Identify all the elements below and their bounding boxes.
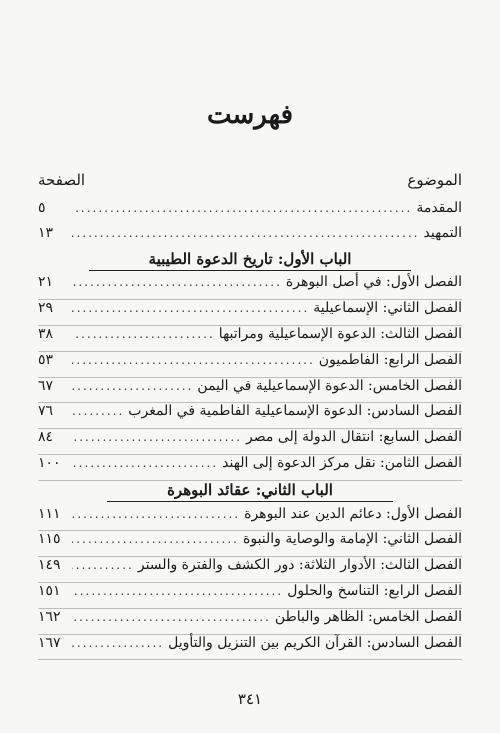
dot-leader <box>72 430 242 444</box>
entry-label: الفصل الثالث: الدعوة الإسماعيلية ومراتبها <box>218 325 462 342</box>
entry-label: الفصل الخامس: الظاهر والباطن <box>274 608 462 625</box>
toc-part-heading <box>38 481 462 506</box>
toc-entry <box>38 274 462 300</box>
dot-leader <box>72 201 412 215</box>
dot-leader <box>72 507 240 521</box>
entry-label: الفصل السابع: انتقال الدولة إلى مصر <box>246 429 462 446</box>
entry-label: الفصل الأول: في أصل البوهرة <box>285 274 462 291</box>
entry-page-number: ٧٦ <box>38 403 54 420</box>
dot-leader <box>72 404 124 418</box>
entry-page-number: ١١٥ <box>38 531 61 548</box>
page-column-header: الصفحة <box>38 171 86 189</box>
dot-leader <box>72 636 164 650</box>
part-heading-label: الباب الأول: تاريخ الدعوة الطيبية <box>89 250 412 271</box>
dot-leader <box>72 558 134 572</box>
toc-entry <box>38 225 462 250</box>
toc-entry <box>38 609 462 635</box>
entry-page-number: ١١١ <box>38 505 61 522</box>
entry-page-number: ١٤٩ <box>38 557 61 574</box>
toc-entry <box>38 506 462 532</box>
entry-label: الفصل السادس: الدعوة الإسماعيلية الفاطمية في المغرب <box>128 403 462 420</box>
toc-entry <box>38 583 462 609</box>
toc-entry <box>38 635 462 661</box>
topic-column-header: الموضوع <box>407 171 462 189</box>
toc-entry <box>38 531 462 557</box>
entry-page-number: ٣٨ <box>38 325 54 342</box>
entry-label: الفصل الثامن: نقل مركز الدعوة إلى الهند <box>222 454 462 471</box>
dot-leader <box>72 327 215 341</box>
entry-page-number: ١٥١ <box>38 582 61 599</box>
entry-page-number: ١٠٠ <box>38 454 61 471</box>
toc-entry <box>38 200 462 225</box>
dot-leader <box>72 226 420 240</box>
entry-page-number: ١٦٢ <box>38 608 61 625</box>
entry-label: الفصل الخامس: الدعوة الإسماعيلية في اليمن <box>197 377 462 394</box>
toc-entry <box>38 300 462 326</box>
entry-label: الفصل الثالث: الأدوار الثلاثة: دور الكشف والفترة والستر <box>137 557 462 574</box>
entry-page-number: ٢١ <box>38 274 54 291</box>
entry-page-number: ١٦٧ <box>38 634 61 651</box>
dot-leader <box>72 379 193 393</box>
dot-leader <box>72 610 271 624</box>
toc-entry <box>38 378 462 404</box>
dot-leader <box>72 532 239 546</box>
toc-entry <box>38 455 462 481</box>
dot-leader <box>72 456 218 470</box>
entry-label: الفصل الرابع: التناسخ والحلول <box>287 582 462 599</box>
toc-entry <box>38 352 462 378</box>
dot-leader <box>72 301 309 315</box>
toc-entry <box>38 429 462 455</box>
dot-leader <box>72 353 315 367</box>
entry-page-number: ٥ <box>38 200 46 216</box>
entry-label: الفصل الثاني: الإسماعيلية <box>313 300 462 317</box>
entry-label: الفصل الأول: دعائم الدين عند البوهرة <box>244 505 462 522</box>
entry-page-number: ٨٤ <box>38 429 54 446</box>
toc-list <box>38 200 462 660</box>
toc-entry <box>38 557 462 583</box>
toc-entry <box>38 326 462 352</box>
part-heading-label: الباب الثاني: عقائد البوهرة <box>107 481 393 502</box>
entry-page-number: ٢٩ <box>38 300 54 317</box>
dot-leader <box>72 584 283 598</box>
entry-label: الفصل السادس: القرآن الكريم بين التنزيل والتأويل <box>168 634 462 651</box>
entry-label: التمهيد <box>423 224 462 241</box>
entry-label: المقدمة <box>416 200 462 216</box>
entry-label: الفصل الرابع: الفاطميون <box>318 351 462 368</box>
toc-part-heading <box>38 250 462 275</box>
entry-page-number: ١٣ <box>38 224 54 241</box>
page-number: ٣٤١ <box>237 690 263 708</box>
dot-leader <box>72 275 282 289</box>
entry-page-number: ٦٧ <box>38 377 54 394</box>
entry-page-number: ٥٣ <box>38 351 54 368</box>
page-title: فهرست <box>206 100 294 130</box>
toc-entry <box>38 403 462 429</box>
entry-label: الفصل الثاني: الإمامة والوصاية والنبوة <box>243 531 462 548</box>
column-headers <box>38 171 462 189</box>
